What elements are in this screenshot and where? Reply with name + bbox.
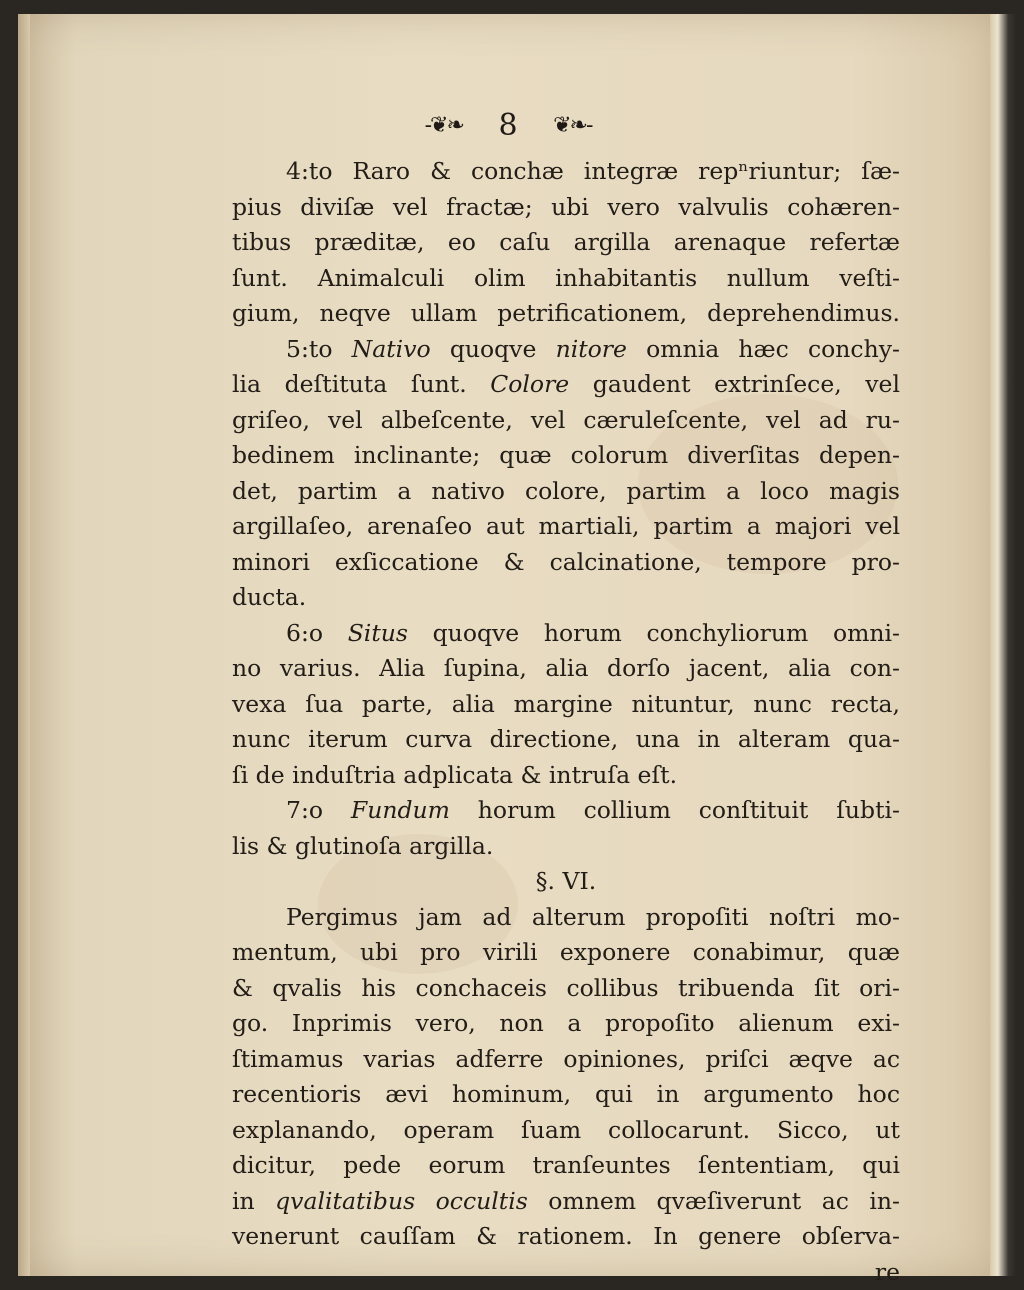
text-segment: quoqve bbox=[449, 334, 537, 363]
text-line: go. Inprimis vero, non a propoſito alienum exi- bbox=[232, 1009, 900, 1037]
italic-term: Colore bbox=[490, 370, 570, 398]
text-line: no varius. Alia ſupina, alia dorſo jacent, alia con- bbox=[232, 654, 900, 682]
text-line: det, partim a nativo colore, partim a loco magis bbox=[232, 476, 900, 505]
text-line: bedinem inclinante; quæ colorum diverſitas depen- bbox=[232, 441, 900, 469]
text-line: dicitur, pede eorum tranſeuntes ſententiam, qui bbox=[232, 1151, 900, 1179]
text-segment: horum collium conſtituit ſubti- bbox=[477, 796, 900, 824]
text-line: Pergimus jam ad alterum propoſiti noſtri mo- bbox=[286, 902, 900, 931]
text-line bbox=[232, 367, 900, 403]
text-segment: quoqve horum conchyliorum omni- bbox=[432, 618, 900, 647]
left-ornament-icon: -❦❧ bbox=[424, 112, 463, 138]
text-line: explanando, operam ſuam collocarunt. Sicco, ut bbox=[232, 1115, 900, 1144]
text-line bbox=[232, 616, 900, 652]
text-line: pius diviſæ vel fractæ; ubi vero valvulis cohæren- bbox=[232, 192, 900, 221]
text-line: & qvalis his conchaceis collibus tribuenda ſit ori- bbox=[232, 973, 900, 1002]
text-line bbox=[232, 332, 900, 368]
italic-term: qvalitatibus occultis bbox=[275, 1186, 528, 1215]
body-text bbox=[232, 154, 900, 1290]
text-line: minori exſiccatione & calcinatione, tempore pro- bbox=[232, 547, 900, 576]
text-segment: gaudent extrinſece, vel bbox=[592, 370, 900, 398]
text-line: mentum, ubi pro virili exponere conabimur, quæ bbox=[232, 938, 900, 966]
text-line: vexa ſua parte, alia margine nituntur, nunc recta, bbox=[232, 689, 900, 718]
italic-term: Situs bbox=[347, 618, 408, 647]
text-line: griſeo, vel albeſcente, vel cæruleſcente, vel ad ru- bbox=[232, 405, 900, 434]
text-line: ſi de induſtria adplicata & intruſa eſt. bbox=[232, 760, 678, 789]
text-line: gium, neqve ullam petrificationem, deprehendimus. bbox=[232, 299, 900, 327]
section-heading: §. VI. bbox=[535, 867, 597, 895]
text-line: venerunt cauſſam & rationem. In genere obſerva- bbox=[232, 1222, 900, 1250]
text-line: ducta. bbox=[232, 583, 307, 611]
italic-term: nitore bbox=[555, 334, 627, 363]
text-line: lis & glutinoſa argilla. bbox=[232, 831, 494, 860]
text-segment: omnia hæc conchy- bbox=[646, 334, 900, 363]
text-line: nunc iterum curva directione, una in alteram qua- bbox=[232, 725, 900, 753]
catchword: re bbox=[874, 1257, 900, 1286]
paragraph-number: 6:o bbox=[286, 618, 324, 647]
text-segment: lia deſtituta ſunt. bbox=[232, 370, 467, 398]
text-line: recentioris ævi hominum, qui in argumento hoc bbox=[232, 1080, 900, 1108]
italic-term: Fundum bbox=[350, 796, 450, 824]
text-line: ſunt. Animalculi olim inhabitantis nullum veſti- bbox=[232, 263, 900, 292]
text-line: 4:to Raro & conchæ integræ repⁿriuntur; ſæ- bbox=[286, 157, 900, 185]
text-line bbox=[232, 793, 900, 829]
italic-term: Nativo bbox=[351, 334, 431, 363]
page-number: 8 bbox=[498, 107, 518, 143]
paragraph-number: 5:to bbox=[286, 334, 333, 363]
text-segment: omnem qvæſiverunt ac in- bbox=[548, 1186, 900, 1215]
text-line: argillaſeo, arenaſeo aut martiali, partim a majori vel bbox=[232, 512, 900, 540]
page-header bbox=[18, 106, 998, 154]
text-line: tibus præditæ, eo caſu argilla arenaque refertæ bbox=[232, 228, 900, 256]
text-segment: in bbox=[232, 1186, 255, 1215]
paragraph-number: 7:o bbox=[286, 796, 324, 824]
text-line: ſtimamus varias adferre opiniones, priſci æqve ac bbox=[232, 1044, 900, 1073]
right-ornament-icon: ❦❧- bbox=[553, 112, 592, 138]
page-edge bbox=[990, 14, 1016, 1276]
text-line bbox=[232, 1184, 900, 1220]
page-spine bbox=[18, 14, 30, 1276]
